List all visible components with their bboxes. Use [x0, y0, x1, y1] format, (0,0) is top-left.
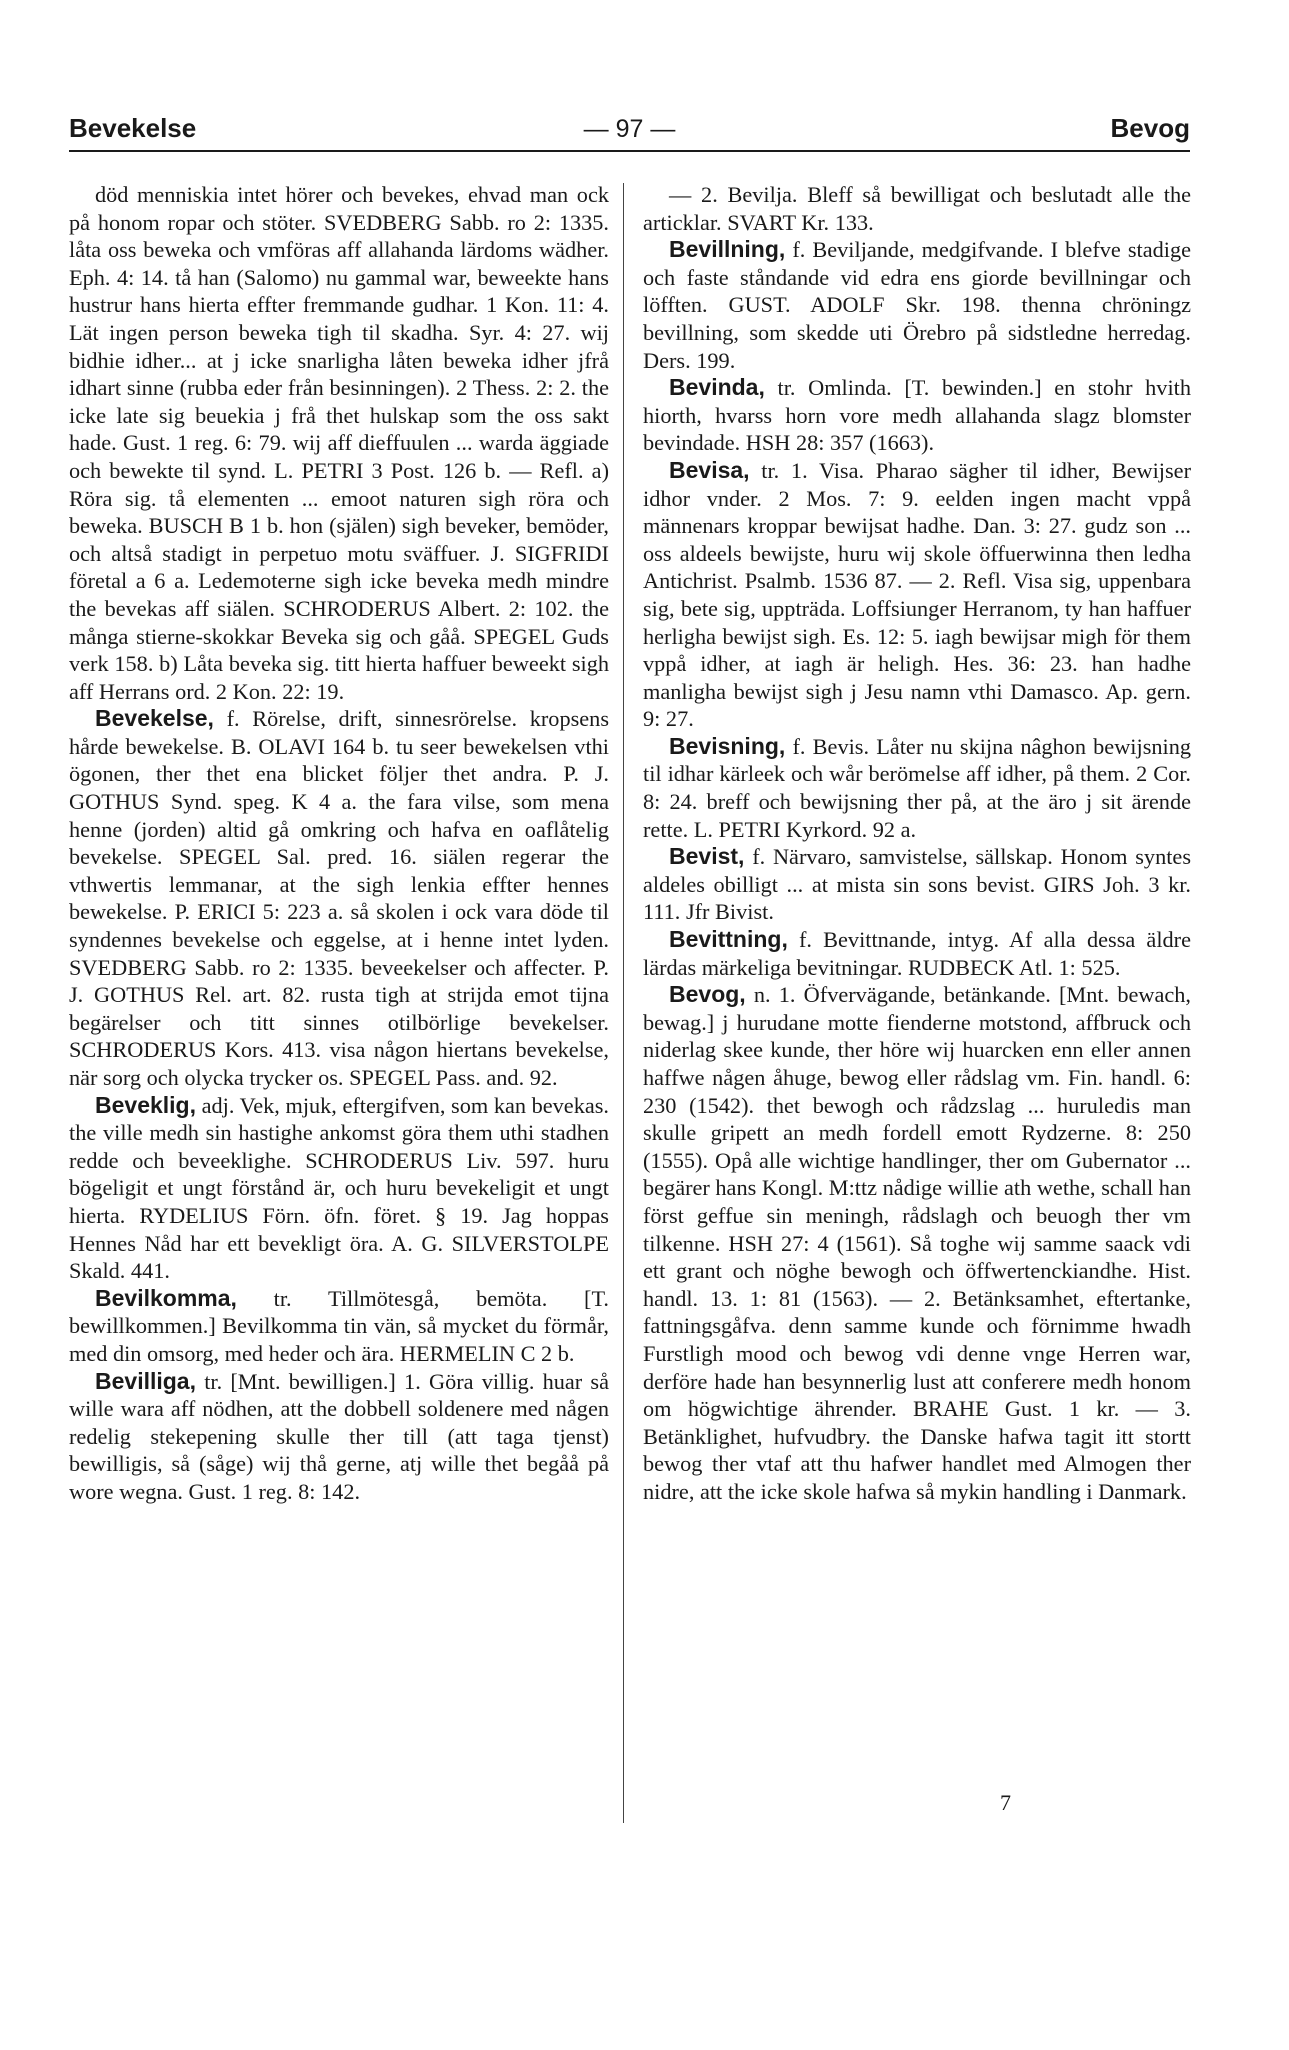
- entry-bevog: Bevog, n. 1. Öfvervägande, betänkande. [Mnt. bewach, bewag.] j hurudane motte fienderne motstond, affbruck och niderlag skee kunde, ther höre wij huarcken enn eller annen haffwe någen åhuge, bewog eller rådslag vm. Fin. handl. 6: 230 (1542). thet bewogh och rådzslag ... huruledis man skulle gripett an medh fordell emott Rydzerne. 8: 250 (1555). Opå alle wichtige handlinger, ther om Gubernator ... begärer hans Kongl. M:ttz nådige willie ath wethe, schall han först geffue sin meningh, rådslagh och beuogh ther vm tilkenne. HSH 27: 4 (1561). Så toghe wij samme saack vdi ett grant och nöghe bewogh och öffwertenckiandhe. Hist. handl. 13. 1: 81 (1563). — 2. Betänksamhet, eftertanke, fattningsgåfva. denn samme kunde och förnimme hwadh Furstligh mood och bewog vdi denne vnge Herren war, derföre hade han besynnerlig lust att conferere medh honom om högwichtige ährender. BRAHE Gust. 1 kr. — 3. Betänklighet, hufvudbry. the Danske hafwa tagit itt stortt bewog ther vtaf att thu hafwer handlet med Almogen ther nidre, att the icke skole hafwa så mykin handling i Danmark.: [643, 981, 1191, 1504]
- lemma: Bevisa,: [669, 456, 750, 483]
- lemma: Bevekelse,: [95, 705, 214, 732]
- entry-bevilkomma: Bevilkomma, tr. Tillmötesgå, bemöta. [T. bewillkommen.] Bevilkomma tin vän, så mycket du förmår, med din omsorg, med heder och ära. HERMELIN C 2 b.: [69, 1284, 609, 1366]
- entry-bevittning: Bevittning, f. Bevittnande, intyg. Af alla dessa äldre lärdas märkeliga bevitningar. RUDBECK Atl. 1: 525.: [643, 926, 1191, 980]
- running-header: [69, 110, 1190, 152]
- lemma: Bevillning,: [669, 236, 786, 263]
- entry-bevillning: Bevillning, f. Beviljande, medgifvande. I blefve stadige och faste ståndande vid edra ens giorde bevillningar och löfften. GUST. ADOLF Skr. 198. thenna chröningz bevillning, som skedde uti Örebro på sidstledne herredag. Ders. 199.: [643, 236, 1191, 373]
- lemma: Bevog,: [669, 981, 746, 1008]
- lemma: Bevist,: [669, 843, 745, 870]
- column-divider: [623, 183, 624, 1823]
- lemma: Bevittning,: [669, 926, 788, 953]
- lemma: Bevilkomma,: [95, 1284, 237, 1311]
- right-guide-word: Bevog: [1110, 113, 1190, 143]
- entry-bevisning: Bevisning, f. Bevis. Låter nu skijna nâghon bewijsning til idhar kärleek och wår berömelse aff idher, på them. 2 Cor. 8: 24. breff och bewijsning ther på, at the äro j sit ärende rette. L. PETRI Kyrkord. 92 a.: [643, 732, 1192, 842]
- lemma: Bevinda,: [669, 374, 765, 401]
- left-column: [69, 181, 609, 1506]
- left-guide-word: Bevekelse: [69, 113, 197, 143]
- lemma: Bevilliga,: [95, 1367, 196, 1394]
- entry-bevilliga: Bevilliga, tr. [Mnt. bewilligen.] 1. Göra villig. huar så wille wara aff nödhen, att the dobbell soldenere med någen redelig stekepening skulle ther till (att taga tjenst) bewilligis, så (såge) wij thå gerne, atj wille thet begåå på wore wegna. Gust. 1 reg. 8: 142.: [69, 1367, 609, 1504]
- lemma: Beveklig,: [95, 1091, 196, 1118]
- signature-mark: 7: [1000, 1790, 1011, 1815]
- page-number: — 97 —: [583, 115, 676, 143]
- right-column: [643, 181, 1191, 1506]
- entry-continuation: död menniskia intet hörer och bevekes, ehvad man ock på honom ropar och stöter. SVEDBERG Sabb. ro 2: 1335. låta oss beweka och vmföras aff allahanda lärdoms wädher. Eph. 4: 14. tå han (Salomo) nu gammal war, beweekte hans hustrur hans hierta effter fremmande gudhar. 1 Kon. 11: 4. Lät ingen person beweka tigh til skadha. Syr. 4: 27. wij bidhie idher... at j icke snarligha låten beweka idher jfrå idhart sinne (rubba eder från besinningen). 2 Thess. 2: 2. the icke late sig beuekia j frå thet hulskap som the oss sakt hade. Gust. 1 reg. 6: 79. wij aff dieffuulen ... warda äggiade och bewekte til synd. L. PETRI 3 Post. 126 b. — Refl. a) Röra sig. tå elementen ... emoot naturen sigh röra och beweka. BUSCH B 1 b. hon (själen) sigh beveker, bemöder, och altså stadigt in perpetuo motu sväffuer. J. SIGFRIDI företal a 6 a. Ledemoterne sigh icke beveka medh mindre the bevekas aff siälen. SCHRODERUS Albert. 2: 102. the många stierne-skokkar Beveka sig och gåå. SPEGEL Guds verk 158. b) Låta beveka sig. titt hierta haffuer beweekt sigh aff Herrans ord. 2 Kon. 22: 19.: [69, 182, 609, 704]
- entry-continuation: — 2. Bevilja. Bleff så bewilligat och beslutadt alle the articklar. SVART Kr. 133.: [643, 182, 1191, 235]
- entry-beveklig: Beveklig, adj. Vek, mjuk, eftergifven, som kan bevekas. the ville medh sin hastighe ankomst göra them uthi stadhen redde och beveeklighe. SCHRODERUS Liv. 597. huru bögeligit et ungt förstånd är, och huru bevekeligit et ungt hierta. RYDELIUS Förn. öfn. föret. § 19. Jag hoppas Hennes Nåd har ett bevekligt öra. A. G. SILVERSTOLPE Skald. 441.: [69, 1091, 610, 1284]
- lemma: Bevisning,: [669, 732, 786, 759]
- entry-bevisa: Bevisa, tr. 1. Visa. Pharao sägher til idher, Bewijser idhor vnder. 2 Mos. 7: 9. eelden ingen macht vppå männenars kroppar bewijsat hadhe. Dan. 3: 27. gudz son ... oss aldeels bewijste, huru wij skole öffuerwinna then ledha Antichrist. Psalmb. 1536 87. — 2. Refl. Visa sig, uppenbara sig, bete sig, uppträda. Loffsiunger Herranom, ty han haffuer herligha bewijst sigh. Es. 12: 5. iagh bewijsar migh för them vppå idher, at iagh är heligh. Hes. 36: 23. han hadhe manligha bewijst sigh j Jesu namn vthi Damasco. Ap. gern. 9: 27.: [643, 456, 1191, 732]
- entry-bevist: Bevist, f. Närvaro, samvistelse, sällskap. Honom syntes aldeles obilligt ... at mista sin sons bevist. GIRS Joh. 3 kr. 111. Jfr Bivist.: [643, 843, 1191, 925]
- entry-bevinda: Bevinda, tr. Omlinda. [T. bewinden.] en stohr hvith hiorth, hvarss horn vore medh allahanda slagz blomster bevindade. HSH 28: 357 (1663).: [643, 374, 1191, 456]
- entry-bevekelse: Bevekelse, f. Rörelse, drift, sinnesrörelse. kropsens hårde bewekelse. B. OLAVI 164 b. tu seer bewekelsen vthi ögonen, ther thet ena blicket följer thet andra. P. J. GOTHUS Synd. speg. K 4 a. the fara vilse, som mena henne (jorden) altid gå omkring och hafva en oaflåtelig bevekelse. SPEGEL Sal. pred. 16. siälen regerar the vthwertis lemmanar, at the sigh lenkia effter hennes bewekelse. P. ERICI 5: 223 a. så skolen i ock vara döde til syndennes bevekelse och eggelse, at i henne intet lyden. SVEDBERG Sabb. ro 2: 1335. beveekelser och affecter. P. J. GOTHUS Rel. art. 82. rusta tigh at strijda emot tijna begärelser och titt sinnes otilbörlige bevekelser. SCHRODERUS Kors. 413. visa någon hiertans bevekelse, när sorg och olycka trycker os. SPEGEL Pass. and. 92.: [69, 705, 609, 1090]
